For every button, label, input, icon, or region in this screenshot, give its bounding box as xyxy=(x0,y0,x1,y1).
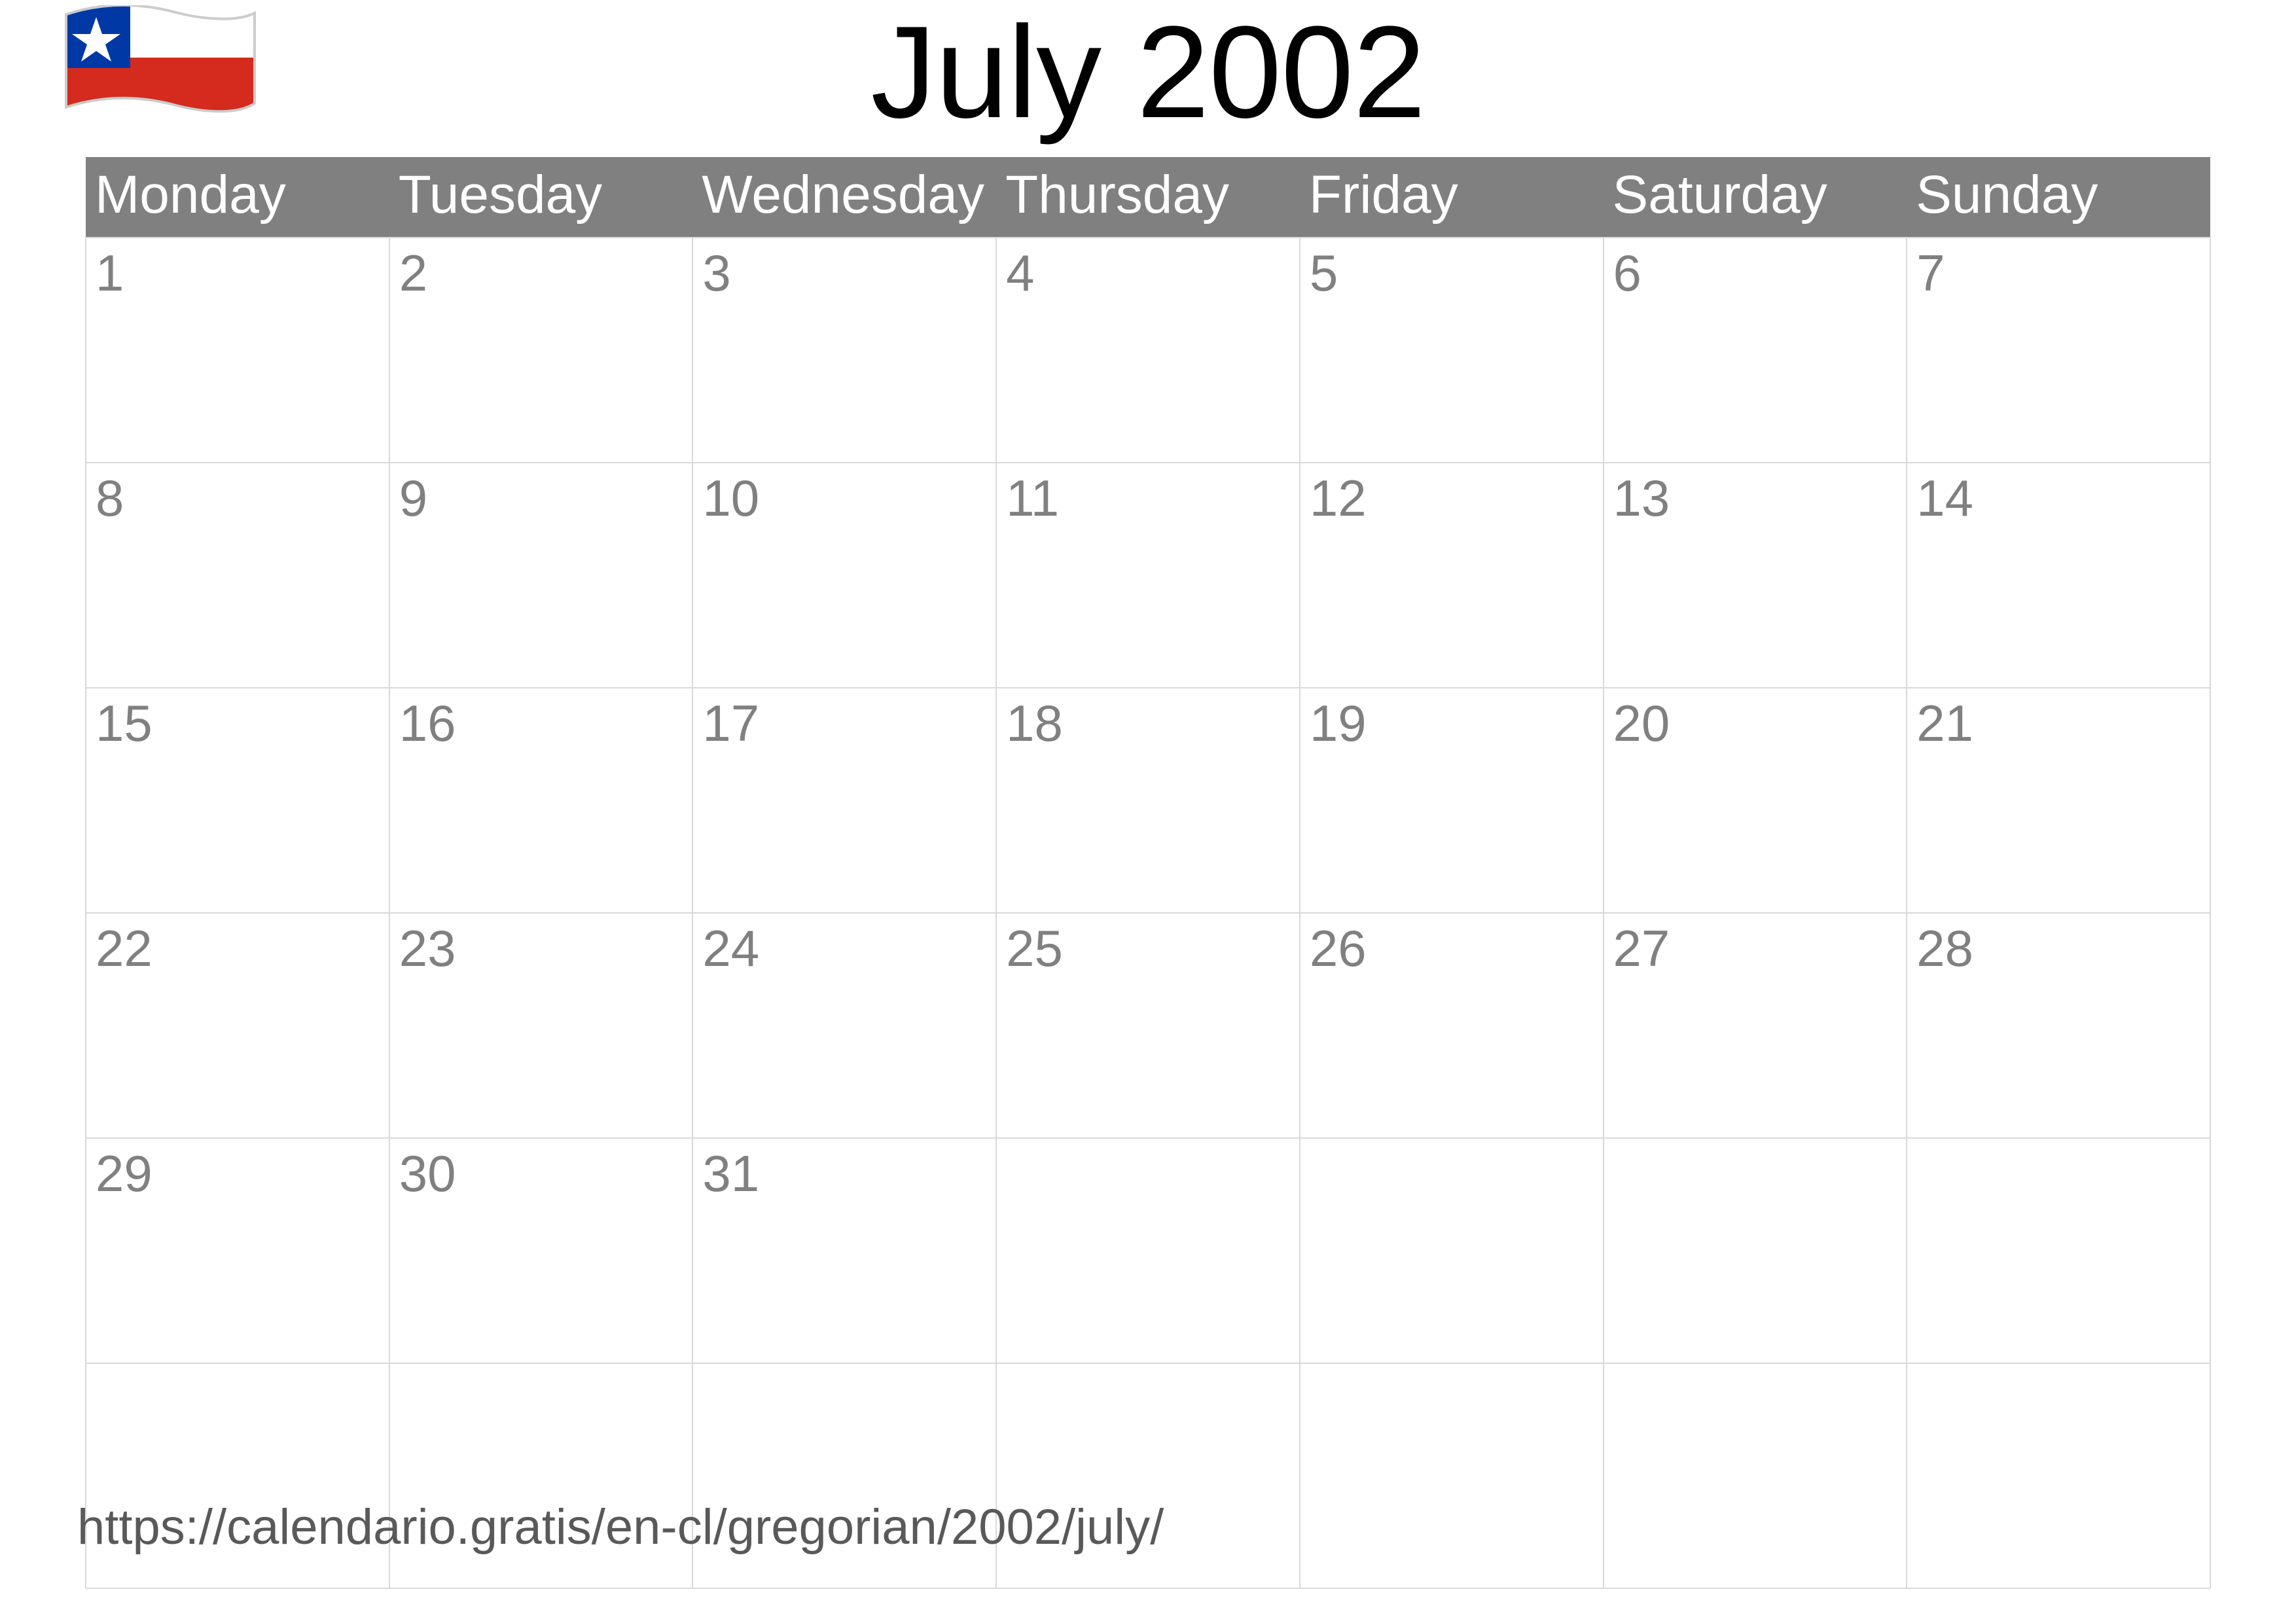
weekday-header-saturday: Saturday xyxy=(1604,157,1907,238)
calendar-day-cell[interactable] xyxy=(1300,463,1604,688)
calendar-day-cell[interactable] xyxy=(996,238,1300,463)
calendar-day-cell[interactable] xyxy=(1907,1363,2210,1588)
page-title: July 2002 xyxy=(870,0,1426,145)
day-number: 15 xyxy=(96,694,152,752)
day-number: 3 xyxy=(702,244,731,302)
weekday-header-tuesday: Tuesday xyxy=(389,157,693,238)
calendar-day-cell[interactable] xyxy=(1604,463,1907,688)
calendar-day-cell[interactable] xyxy=(86,238,389,463)
calendar-day-cell[interactable] xyxy=(86,913,389,1138)
weekday-header-sunday: Sunday xyxy=(1907,157,2210,238)
calendar-day-cell[interactable] xyxy=(1907,238,2210,463)
day-number: 13 xyxy=(1613,469,1670,527)
day-number: 5 xyxy=(1309,244,1338,302)
day-number: 17 xyxy=(702,694,760,752)
day-number: 11 xyxy=(1006,469,1060,527)
calendar-day-cell[interactable] xyxy=(86,463,389,688)
calendar-day-cell[interactable] xyxy=(692,688,996,913)
day-number: 8 xyxy=(96,469,124,527)
calendar-day-cell[interactable] xyxy=(1300,688,1604,913)
calendar-week-row xyxy=(86,238,2210,463)
day-number: 4 xyxy=(1006,244,1035,302)
day-number: 2 xyxy=(399,244,428,302)
calendar-day-cell[interactable] xyxy=(1300,913,1604,1138)
calendar-day-cell[interactable] xyxy=(996,463,1300,688)
calendar-day-cell[interactable] xyxy=(1604,913,1907,1138)
day-number: 12 xyxy=(1309,469,1367,527)
day-number: 29 xyxy=(96,1145,152,1202)
calendar-day-cell[interactable] xyxy=(996,1138,1300,1363)
day-number: 21 xyxy=(1916,694,1973,752)
calendar-day-cell[interactable] xyxy=(1300,238,1604,463)
calendar-day-cell[interactable] xyxy=(692,1138,996,1363)
weekday-header-thursday: Thursday xyxy=(996,157,1300,238)
calendar-day-cell[interactable] xyxy=(389,463,693,688)
calendar-day-cell[interactable] xyxy=(86,1138,389,1363)
day-number: 22 xyxy=(96,919,152,977)
weekday-header-monday: Monday xyxy=(86,157,389,238)
calendar-day-cell[interactable] xyxy=(1907,1138,2210,1363)
day-number: 18 xyxy=(1006,694,1063,752)
calendar-day-cell[interactable] xyxy=(1604,238,1907,463)
calendar-day-cell[interactable] xyxy=(996,913,1300,1138)
calendar-day-cell[interactable] xyxy=(86,688,389,913)
day-number: 16 xyxy=(399,694,456,752)
calendar-day-cell[interactable] xyxy=(389,1138,693,1363)
calendar-day-cell[interactable] xyxy=(1604,688,1907,913)
day-number: 25 xyxy=(1006,919,1063,977)
weekday-header-friday: Friday xyxy=(1300,157,1604,238)
calendar-grid xyxy=(85,157,2211,1589)
day-number: 9 xyxy=(399,469,428,527)
day-number: 30 xyxy=(399,1145,456,1202)
page-header xyxy=(0,0,2296,151)
day-number: 28 xyxy=(1916,919,1973,977)
calendar-day-cell[interactable] xyxy=(1907,913,2210,1138)
day-number: 31 xyxy=(702,1145,760,1202)
day-number: 7 xyxy=(1916,244,1945,302)
calendar-day-cell[interactable] xyxy=(1300,1363,1604,1588)
day-number: 1 xyxy=(96,244,124,302)
calendar-day-cell[interactable] xyxy=(692,238,996,463)
day-number: 20 xyxy=(1613,694,1670,752)
weekday-header-row xyxy=(86,157,2210,238)
day-number: 27 xyxy=(1613,919,1670,977)
calendar-day-cell[interactable] xyxy=(389,913,693,1138)
source-url[interactable]: https://calendario.gratis/en-cl/gregorian/2002/july/ xyxy=(77,1499,1164,1555)
day-number: 24 xyxy=(702,919,760,977)
calendar-day-cell[interactable] xyxy=(389,238,693,463)
calendar-day-cell[interactable] xyxy=(996,688,1300,913)
day-number: 19 xyxy=(1309,694,1367,752)
calendar-day-cell[interactable] xyxy=(1604,1363,1907,1588)
weekday-header-wednesday: Wednesday xyxy=(692,157,996,238)
day-number: 6 xyxy=(1613,244,1641,302)
day-number: 10 xyxy=(702,469,760,527)
day-number: 23 xyxy=(399,919,456,977)
day-number: 26 xyxy=(1309,919,1367,977)
calendar-day-cell[interactable] xyxy=(1907,688,2210,913)
calendar-day-cell[interactable] xyxy=(1907,463,2210,688)
calendar-day-cell[interactable] xyxy=(692,913,996,1138)
calendar-week-row xyxy=(86,463,2210,688)
calendar-day-cell[interactable] xyxy=(1604,1138,1907,1363)
calendar-week-row xyxy=(86,913,2210,1138)
calendar-day-cell[interactable] xyxy=(692,463,996,688)
calendar-week-row xyxy=(86,688,2210,913)
day-number: 14 xyxy=(1916,469,1973,527)
calendar-day-cell[interactable] xyxy=(1300,1138,1604,1363)
calendar-day-cell[interactable] xyxy=(389,688,693,913)
calendar-week-row xyxy=(86,1138,2210,1363)
